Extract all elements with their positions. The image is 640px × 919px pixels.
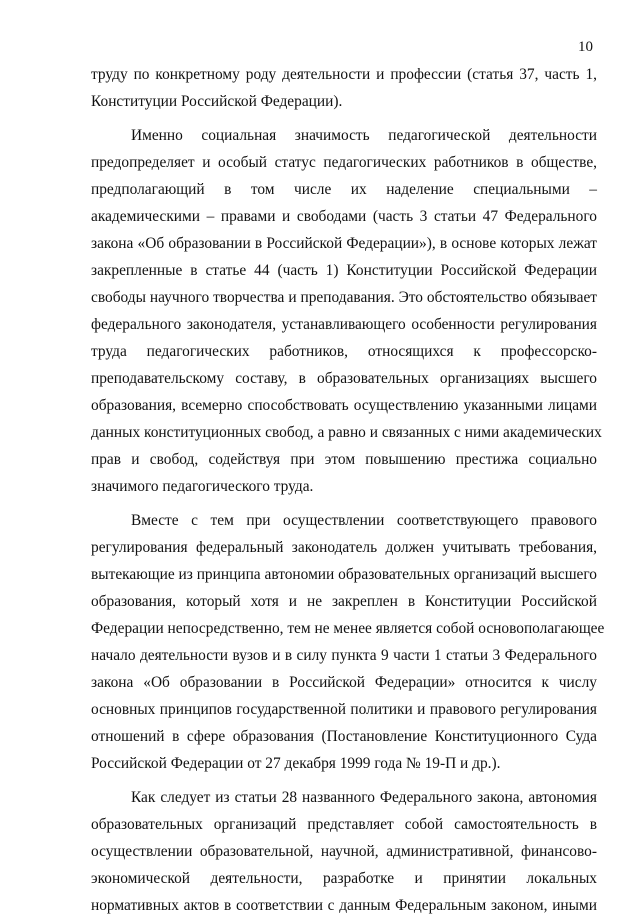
text-line: Российской Федерации от 27 декабря 1999 года № 19-П и др.).: [91, 755, 501, 772]
text-line: прав и свобод, содействуя при этом повышению престижа социально: [91, 451, 597, 468]
text-line: Вместе с тем при осуществлении соответствующего правового: [131, 512, 597, 529]
text-line: труду по конкретному роду деятельности и профессии (статья 37, часть 1,: [91, 66, 597, 83]
text-line: предполагающий в том числе их наделение специальными –: [91, 181, 597, 198]
text-line: труда педагогических работников, относящихся к профессорско-: [91, 343, 597, 360]
text-line: закона «Об образовании в Российской Федерации»), в основе которых лежат: [91, 235, 597, 252]
text-line: закрепленные в статье 44 (часть 1) Конституции Российской Федерации: [91, 262, 597, 279]
text-line: образовательных организаций представляет собой самостоятельность в: [91, 816, 597, 833]
document-body: [91, 61, 605, 919]
text-line: значимого педагогического труда.: [91, 478, 314, 495]
paragraph: [91, 507, 605, 777]
text-line: основных принципов государственной политики и правового регулирования: [91, 701, 597, 718]
page-number: 10: [578, 39, 593, 55]
text-line: осуществлении образовательной, научной, административной, финансово-: [91, 843, 597, 860]
text-line: федерального законодателя, устанавливающего особенности регулирования: [91, 316, 597, 333]
text-line: Именно социальная значимость педагогической деятельности: [131, 127, 597, 144]
text-line: отношений в сфере образования (Постановление Конституционного Суда: [91, 728, 597, 745]
text-line: образования, который хотя и не закреплен в Конституции Российской: [91, 593, 597, 610]
paragraph: [91, 784, 597, 919]
text-line: закона «Об образовании в Российской Федерации» относится к числу: [91, 674, 597, 691]
text-line: Федерации непосредственно, тем не менее является собой основополагающее: [91, 620, 605, 637]
text-line: академическими – правами и свободами (часть 3 статьи 47 Федерального: [91, 208, 597, 225]
text-line: образования, всемерно способствовать осуществлению указанными лицами: [91, 397, 597, 414]
text-line: нормативных актов в соответствии с данным Федеральным законом, иными: [91, 897, 597, 914]
text-line: Конституции Российской Федерации).: [91, 93, 343, 110]
text-line: свободы научного творчества и преподавания. Это обстоятельство обязывает: [91, 289, 597, 306]
text-line: Как следует из статьи 28 названного Федерального закона, автономия: [131, 789, 597, 806]
text-line: предопределяет и особый статус педагогических работников в обществе,: [91, 154, 597, 171]
text-line: начало деятельности вузов и в силу пункта 9 части 1 статьи 3 Федерального: [91, 647, 597, 664]
text-line: экономической деятельности, разработке и принятии локальных: [91, 870, 597, 887]
text-line: данных конституционных свобод, а равно и связанных с ними академических: [91, 424, 602, 441]
text-line: регулирования федеральный законодатель должен учитывать требования,: [91, 539, 597, 556]
paragraph: [91, 122, 602, 500]
paragraph: [91, 61, 597, 115]
text-line: преподавательскому составу, в образовательных организациях высшего: [91, 370, 597, 387]
text-line: вытекающие из принципа автономии образовательных организаций высшего: [91, 566, 597, 583]
